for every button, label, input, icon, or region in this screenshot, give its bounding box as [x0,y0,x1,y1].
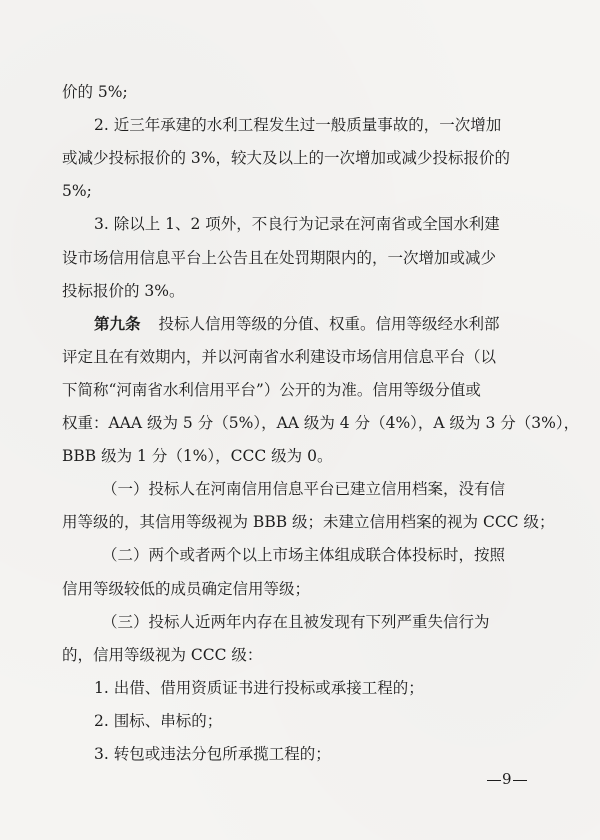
text-line: 下简称“河南省水利信用平台”）公开的为准。信用等级分值或 [62,381,481,399]
page-number-value: 9 [502,770,512,788]
text-line: 投标人信用等级的分值、权重。信用等级经水利部 [158,315,500,333]
article-heading: 第九条 [94,314,141,333]
text-line: 2. 近三年承建的水利工程发生过一般质量事故的，一次增加 [94,116,502,134]
text-line: 的，信用等级视为 CCC 级： [62,646,263,664]
text-line: BBB 级为 1 分（1%），CCC 级为 0。 [62,447,333,465]
text-line: 价的 5%; [62,83,128,101]
text-line: （一）投标人在河南信用信息平台已建立信用档案，没有信 [102,480,506,498]
text-line: 用等级的，其信用等级视为 BBB 级；未建立信用档案的视为 CCC 级； [62,513,555,531]
text-line: 信用等级较低的成员确定信用等级； [62,580,311,598]
text-line: （二）两个或者两个以上市场主体组成联合体投标时，按照 [102,546,506,564]
article-paragraph-first-line [94,314,500,334]
text-line: 1. 出借、借用资质证书进行投标或承接工程的； [94,679,424,697]
text-line: 2. 围标、串标的； [94,712,223,730]
text-line: 3. 转包或违法分包所承揽工程的； [94,745,331,763]
page-number-dash-left [487,780,501,781]
text-line: 投标报价的 3%。 [62,282,185,300]
text-line: 5%; [62,182,92,200]
text-line: 或减少投标报价的 3%，较大及以上的一次增加或减少投标报价的 [62,149,511,167]
text-line: 3. 除以上 1、2 项外，不良行为记录在河南省或全国水利建 [94,215,500,233]
text-line: （三）投标人近两年内存在且被发现有下列严重失信行为 [102,613,490,631]
text-line: 评定且在有效期内，并以河南省水利建设市场信用信息平台（以 [62,348,497,366]
text-line: 设市场信用信息平台上公告且在处罚期限内的，一次增加或减少 [62,249,497,267]
page-number-dash-right [513,780,527,781]
page-number [486,770,528,788]
text-line: 权重：AAA 级为 5 分（5%），AA 级为 4 分（4%），A 级为 3 分（3%）， [62,414,580,432]
